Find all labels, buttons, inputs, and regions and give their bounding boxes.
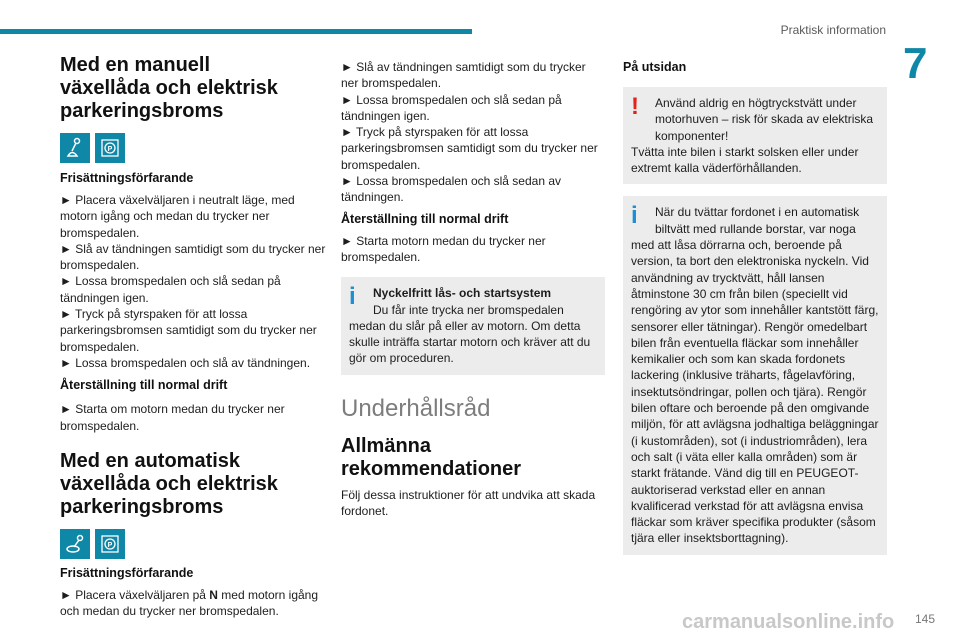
gear-position-n: N bbox=[209, 587, 218, 602]
note-line: biltvätt med rullande borstar, var noga bbox=[655, 221, 856, 236]
auto-icons bbox=[60, 529, 330, 559]
step: ► Tryck på styrspaken för att lossa parkeringsbromsen samtidigt som du trycker ner bromspedalen. bbox=[341, 125, 598, 172]
step: ► Placera växelväljaren i neutralt läge, med motorn igång och medan du trycker ner bromspedalen. bbox=[60, 193, 295, 240]
note-line: När du tvättar fordonet i en automatisk bbox=[655, 205, 860, 220]
parking-brake-icon bbox=[95, 529, 125, 559]
outside-heading: På utsidan bbox=[623, 60, 687, 74]
note-text: med att låsa dörrarna och, beroende på version, ta bort den elektroniska nyckeln. Vid användning av trycktvätt, håll lansen åtminstone 30 cm från bilen (speciellt vid rengöring av ytor som innehåller kantstött färg, sensorer eller tätningar). Rengör omedelbart bilen från eventuella fläckar som innehåller kemikalier och som kan skada fordonets lackering (inklusive träharts, fågelavföring, insektutsöndringar, pollen och tjära). Rengör bilen oftare och beroende på den omgivande miljön, för att avlägsna jodhaltiga beläggningar (i kustområden), sot (i industriområden), lera och salt (i väta eller kalla områden) som är starkt frätande. Vänd dig till en PEUGEOT-auktoriserad verkstad eller en annan kvalificerad verkstad för att avlägsna envisa fläckar som kräver specifika produkter (såsom tjära eller insektsborttagning). bbox=[631, 238, 879, 546]
step: ► Tryck på styrspaken för att lossa parkeringsbromsen samtidigt som du trycker ner bromspedalen. bbox=[60, 307, 317, 354]
manual-reset-step: ► Starta om motorn medan du trycker ner bromspedalen. bbox=[60, 402, 285, 433]
column-2 bbox=[341, 59, 605, 519]
auto-release-heading: Frisättningsförfarande bbox=[60, 565, 194, 580]
auto-reset-step: ► Starta motorn medan du trycker ner bromspedalen. bbox=[341, 233, 546, 264]
keyless-note bbox=[341, 277, 605, 374]
auto-release-step bbox=[60, 587, 330, 620]
info-icon: i bbox=[349, 283, 356, 311]
note-line: Du får inte trycka ner bromspedalen bbox=[373, 302, 564, 317]
auto-release-steps bbox=[341, 59, 605, 206]
general-text: Följ dessa instruktioner för att undvika att skada fordonet. bbox=[341, 487, 596, 519]
chapter-number: 7 bbox=[903, 39, 928, 88]
gear-lever-icon bbox=[60, 133, 90, 163]
general-recommendations-title: Allmänna rekommendationer bbox=[341, 434, 522, 480]
parking-brake-icon bbox=[95, 133, 125, 163]
manual-reset-heading: Återställning till normal drift bbox=[60, 378, 228, 393]
automatic-gearbox-icon bbox=[60, 529, 90, 559]
manual-release-heading: Frisättningsförfarande bbox=[60, 171, 194, 185]
note-text: medan du slår på eller av motorn. Om detta skulle inträffa startar motorn och kräver att du gör om proceduren. bbox=[349, 318, 591, 366]
warning-icon: ! bbox=[631, 93, 639, 120]
note-heading: Nyckelfritt lås- och startsystem bbox=[373, 286, 552, 301]
page-number: 145 bbox=[915, 612, 936, 626]
auto-reset-heading: Återställning till normal drift bbox=[341, 211, 509, 226]
column-3 bbox=[623, 59, 887, 555]
step-text: ► Placera växelväljaren på bbox=[60, 587, 210, 602]
column-1 bbox=[60, 54, 330, 619]
manual-gearbox-title: Med en manuell växellåda och elektrisk parkeringsbroms bbox=[60, 54, 278, 122]
svg-text:P: P bbox=[107, 146, 113, 153]
step: ► Slå av tändningen samtidigt som du trycker ner bromspedalen. bbox=[60, 241, 326, 273]
note-line: motorhuven – risk för skada av elektriska komponenter! bbox=[655, 112, 874, 143]
header-accent-bar bbox=[0, 29, 472, 34]
manual-icons bbox=[60, 133, 330, 163]
info-note bbox=[623, 196, 887, 554]
manual-release-steps bbox=[60, 192, 330, 371]
auto-gearbox-title: Med en automatisk växellåda och elektrisk parkeringsbroms bbox=[60, 449, 278, 518]
info-icon: i bbox=[631, 202, 638, 230]
svg-text:P: P bbox=[107, 541, 113, 549]
step: ► Lossa bromspedalen och slå sedan på tändningen igen. bbox=[60, 274, 281, 305]
step: ► Slå av tändningen samtidigt som du trycker ner bromspedalen. bbox=[341, 60, 586, 91]
warning-note bbox=[623, 87, 887, 184]
watermark: carmanualsonline.info bbox=[682, 611, 895, 633]
note-line: Använd aldrig en högtryckstvätt under bbox=[655, 96, 857, 110]
step: ► Lossa bromspedalen och slå sedan av tändningen. bbox=[341, 174, 562, 205]
step: ► Lossa bromspedalen och slå av tändningen. bbox=[60, 355, 311, 370]
section-title: Underhållsråd bbox=[341, 394, 491, 422]
note-text: Tvätta inte bilen i starkt solsken eller under extremt kalla väderförhållanden. bbox=[631, 144, 859, 176]
header-title: Praktisk information bbox=[780, 23, 886, 37]
step: ► Lossa bromspedalen och slå sedan på tändningen igen. bbox=[341, 92, 562, 123]
step-text: med motorn igång och medan du trycker ner bromspedalen. bbox=[60, 587, 319, 619]
